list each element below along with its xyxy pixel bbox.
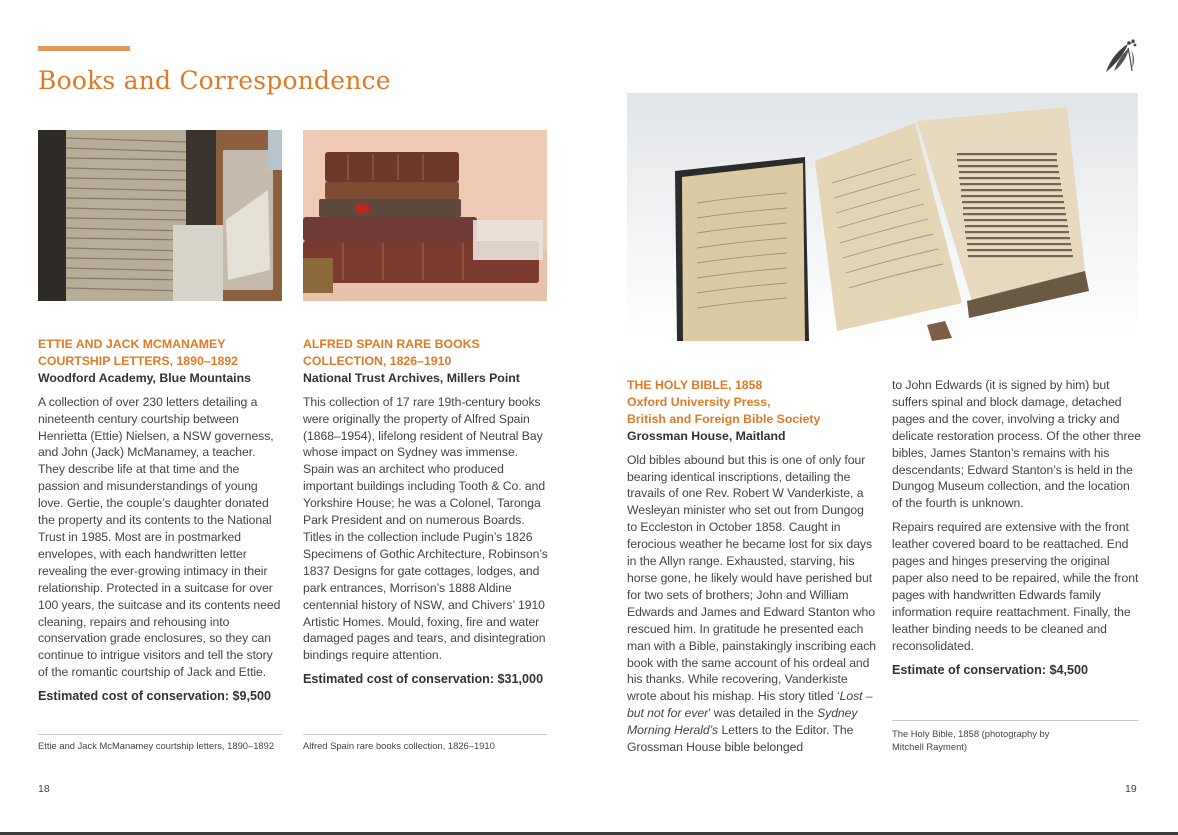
item-title-line: COURTSHIP LETTERS, 1890–1892: [38, 353, 239, 368]
page-number-right: 19: [1125, 783, 1137, 795]
conservation-cost: Estimated cost of conservation: $9,500: [38, 689, 272, 704]
story-title: Lost – but not for ever: [627, 689, 873, 721]
item-holy-bible-continued: [892, 377, 1142, 678]
accent-bar: [38, 46, 130, 51]
page-title: Books and Correspondence: [38, 66, 391, 95]
photo-courtship-letters: [38, 130, 282, 301]
item-publisher-line: Oxford University Press,: [627, 394, 771, 409]
item-holy-bible: [627, 377, 877, 756]
newspaper-title: Sydney Morning Herald’s: [627, 706, 858, 738]
caption-divider: [38, 734, 282, 735]
item-title-line: COLLECTION, 1826–1910: [303, 353, 452, 368]
photo-caption: Alfred Spain rare books collection, 1826–1910: [303, 740, 495, 751]
conservation-cost: Estimate of conservation: $4,500: [892, 662, 1088, 677]
item-publisher-line: British and Foreign Bible Society: [627, 411, 821, 426]
item-repairs: Repairs required are extensive with the front leather covered board to be reattached. End pages and hinges preserving the original paper also need to be repaired, while the front pages with handwritten Edwards family information require reattachment. Finally, the leather binding needs to be cleaned and reconsolidated.: [892, 520, 1139, 653]
item-location: National Trust Archives, Millers Point: [303, 370, 520, 385]
item-rare-books: [303, 336, 548, 688]
item-title-line: ALFRED SPAIN RARE BOOKS: [303, 337, 480, 351]
photo-caption: Ettie and Jack McManamey courtship letters, 1890–1892: [38, 740, 275, 751]
item-location: Woodford Academy, Blue Mountains: [38, 370, 251, 385]
item-description: Old bibles abound but this is one of only four bearing identical inscriptions, detailing the travails of one Rev. Robert W Vanderkiste, a Wesleyan minister who set out from Dungog to Eccleston in October 1858. Caught in ferocious weather he became lost for six days in the Allyn range. Exhausted, starving, his horse gone, he likely would have perished but for two sets of brothers; John and William Edwards and James and Edward Stanton who rescued him. In gratitude he presented each man with a Bible, painstakingly inscribing each book with the same account of his ordeal and his thanks. While recovering, Vanderkiste wrote about his mishap. His story titled ‘Lost – but not for ever’ was detailed in the Sydney Morning Herald’s Letters to the Editor. The Grossman House bible belonged: [627, 452, 876, 755]
photo-holy-bible: [627, 93, 1138, 341]
page-number-left: 18: [38, 783, 50, 795]
gum-leaf-icon: [1102, 38, 1140, 74]
item-courtship-letters: [38, 336, 283, 705]
caption-divider: [303, 734, 547, 735]
item-description-continued: to John Edwards (it is signed by him) but suffers spinal and block damage, detached pages and the cover, involving a tricky and delicate restoration process. Of the other three bibles, James Stanton’s remains with his descendants; Edward Stanton’s is held in the Dungog Museum collection, and the location of the fourth is unknown.: [892, 378, 1141, 511]
caption-divider: [892, 720, 1138, 721]
photo-caption: The Holy Bible, 1858 (photography by Mitchell Rayment): [892, 728, 1050, 752]
item-location: Grossman House, Maitland: [627, 428, 786, 443]
item-description: This collection of 17 rare 19th-century books were originally the property of Alfred Spain (1868–1954), lifelong resident of Neutral Bay whose impact on Sydney was immense. Spain was an architect who produced important buildings including Tooth & Co. and Yorkshire House; he was a Colonel, Taronga Park President and on numerous Boards. Titles in the collection include Pugin’s 1826 Specimens of Gothic Architecture, Robinson’s 1837 Designs for gate cottages, lodges, and park entrances, Morrison’s 1888 Aldine centennial history of NSW, and Chivers’ 1910 Artistic Homes. Mould, foxing, fire and water damaged pages and tears, and disintegration bindings require attention.: [303, 394, 548, 663]
item-title-line: THE HOLY BIBLE, 1858: [627, 378, 763, 392]
conservation-cost: Estimated cost of conservation: $31,000: [303, 672, 544, 687]
item-title-line: ETTIE AND JACK MCMANAMEY: [38, 337, 226, 351]
photo-rare-books: [303, 130, 547, 301]
item-description: A collection of over 230 letters detailing a nineteenth century courtship between Henrietta (Ettie) Nielsen, a NSW governess, and John (Jack) McManamey, a teacher. They describe life at that time and the passion and misunderstandings of young love. Gertie, the couple’s daughter donated the property and its contents to the National Trust in 1985. Most are in postmarked envelopes, with each handwritten letter revealing the ever-growing intimacy in their relationship. Protected in a suitcase for over 100 years, the suitcase and its contents need cleaning, repairs and rehousing into conservation grade enclosures, so they can continue to intrigue visitors and tell the story of the romantic courtship of Jack and Ettie.: [38, 394, 281, 680]
